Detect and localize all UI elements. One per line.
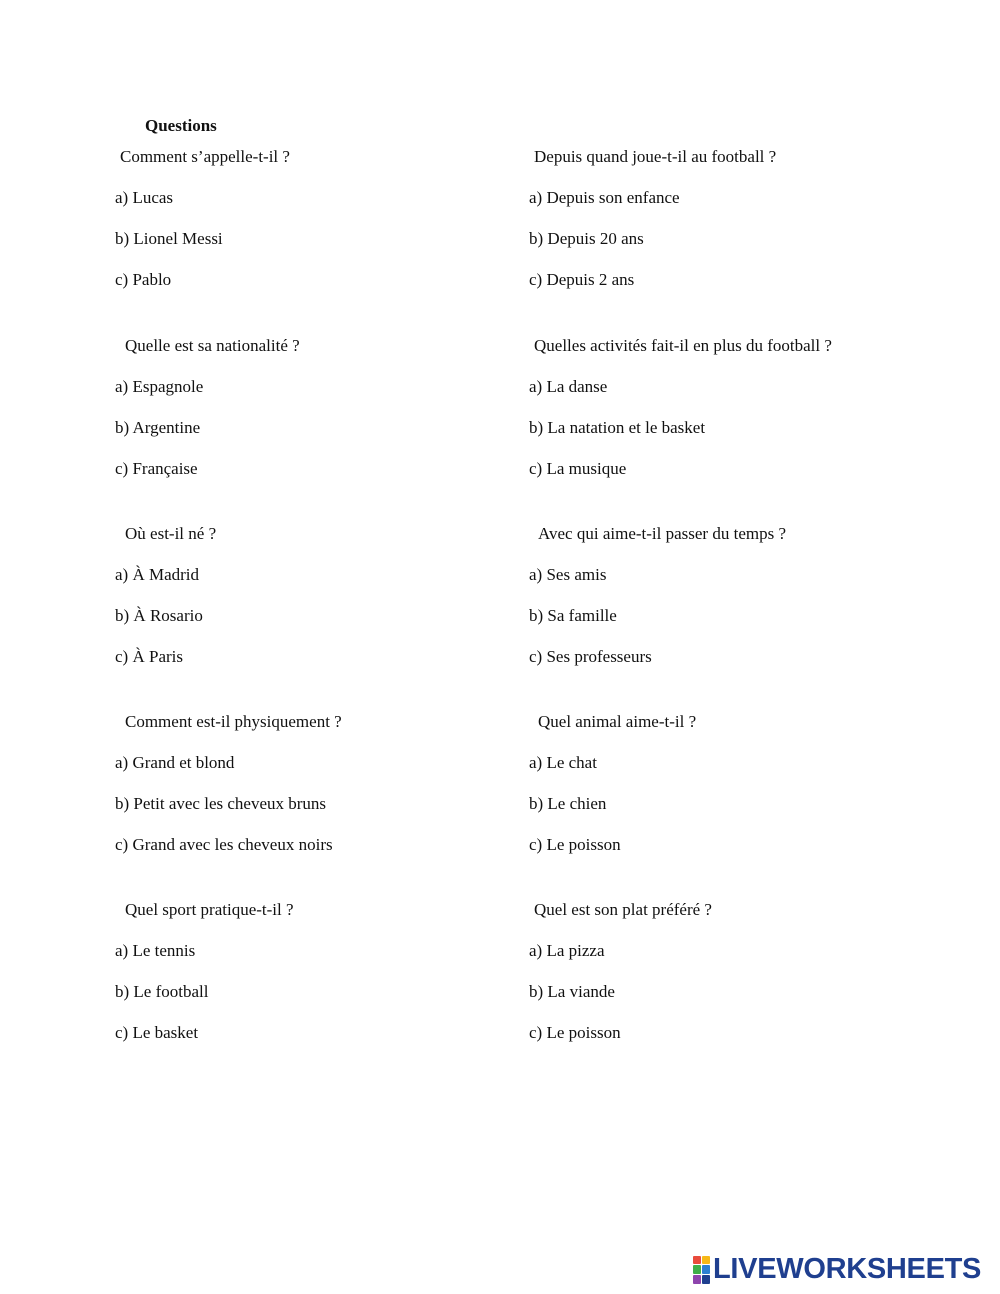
- logo-tile-purple: [693, 1275, 701, 1284]
- answer-option-c[interactable]: c) La musique: [529, 459, 627, 478]
- answer-option-c[interactable]: c) Grand avec les cheveux noirs: [115, 835, 333, 854]
- answer-option-a[interactable]: a) Depuis son enfance: [529, 188, 680, 207]
- answer-option-b[interactable]: b) La natation et le basket: [529, 418, 706, 437]
- question-text: Quel sport pratique-t-il ?: [125, 900, 294, 919]
- logo-tile-green: [693, 1265, 701, 1274]
- answer-option-b[interactable]: b) La viande: [529, 982, 615, 1001]
- answer-option-a[interactable]: a) À Madrid: [115, 565, 200, 584]
- logo-tile-red: [693, 1256, 701, 1264]
- answer-option-a[interactable]: a) La pizza: [529, 941, 605, 960]
- answer-option-c[interactable]: c) Le poisson: [529, 835, 621, 854]
- question-text: Comment s’appelle-t-il ?: [120, 147, 290, 166]
- answer-option-b[interactable]: b) À Rosario: [115, 606, 203, 625]
- question-text: Quel est son plat préféré ?: [534, 900, 712, 919]
- answer-option-c[interactable]: c) Depuis 2 ans: [529, 270, 635, 289]
- question-text: Quelle est sa nationalité ?: [125, 336, 300, 355]
- logo-tile-yellow: [702, 1256, 710, 1264]
- answer-option-a[interactable]: a) Ses amis: [529, 565, 607, 584]
- liveworksheets-logo-icon: [693, 1256, 709, 1282]
- answer-option-c[interactable]: c) Le basket: [115, 1023, 199, 1042]
- answer-option-b[interactable]: b) Depuis 20 ans: [529, 229, 644, 248]
- answer-option-b[interactable]: b) Le chien: [529, 794, 607, 813]
- question-text: Comment est-il physiquement ?: [125, 712, 342, 731]
- answer-option-a[interactable]: a) Le chat: [529, 753, 597, 772]
- page-heading: Questions: [145, 116, 217, 135]
- answer-option-b[interactable]: b) Le football: [115, 982, 209, 1001]
- answer-option-a[interactable]: a) La danse: [529, 377, 608, 396]
- answer-option-c[interactable]: c) À Paris: [115, 647, 183, 666]
- answer-option-a[interactable]: a) Le tennis: [115, 941, 196, 960]
- answer-option-c[interactable]: c) Française: [115, 459, 198, 478]
- question-text: Depuis quand joue-t-il au football ?: [534, 147, 777, 166]
- answer-option-b[interactable]: b) Lionel Messi: [115, 229, 223, 248]
- liveworksheets-logo: [693, 1254, 981, 1284]
- liveworksheets-logo-text: LIVEWORKSHEETS: [713, 1253, 982, 1285]
- answer-option-b[interactable]: b) Petit avec les cheveux bruns: [115, 794, 327, 813]
- answer-option-b[interactable]: b) Argentine: [115, 418, 201, 437]
- question-text: Où est-il né ?: [125, 524, 217, 543]
- answer-option-a[interactable]: a) Espagnole: [115, 377, 204, 396]
- answer-option-a[interactable]: a) Grand et blond: [115, 753, 235, 772]
- answer-option-c[interactable]: c) Pablo: [115, 270, 172, 289]
- answer-option-c[interactable]: c) Ses professeurs: [529, 647, 652, 666]
- question-text: Quel animal aime-t-il ?: [538, 712, 697, 731]
- logo-tile-blue: [702, 1265, 710, 1274]
- answer-option-c[interactable]: c) Le poisson: [529, 1023, 621, 1042]
- logo-tile-navy: [702, 1275, 710, 1284]
- answer-option-a[interactable]: a) Lucas: [115, 188, 174, 207]
- answer-option-b[interactable]: b) Sa famille: [529, 606, 617, 625]
- question-text: Avec qui aime-t-il passer du temps ?: [538, 524, 786, 543]
- question-text: Quelles activités fait-il en plus du football ?: [534, 336, 832, 355]
